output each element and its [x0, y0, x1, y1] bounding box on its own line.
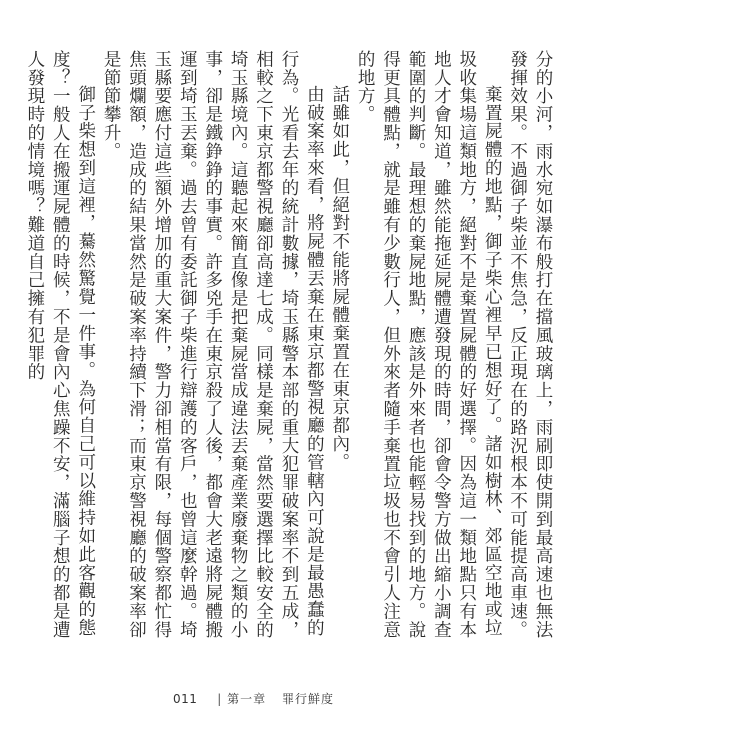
chapter-title: 罪行鮮度: [281, 692, 334, 706]
paragraph-2: 棄置屍體的地點，御子柴心裡早已想好了。諸如樹林、郊區空地或垃圾收集場這類地方，絕對不是棄置屍體的好選擇。因為這一類地點只有本地人才會知道，雖然能拖延屍體遭發現的時間，卻會令警方做出縮小調查範圍的判斷。最理想的棄屍地點，應該是外來者也能輕易找到的地方。說得更具體點，就是雖有少數行人，但外來者隨手棄置垃圾也不會引人注意的地方。: [355, 50, 503, 639]
chapter-label: 第一章: [227, 692, 267, 706]
paragraph-4: 由破案率來看，將屍體丟棄在東京都警視廳的管轄內可說是最愚蠢的行為。光看去年的統計數據，埼玉縣警本部的重大犯罪破案率不到五成，相較之下東京都警視廳卻高達七成。同樣是棄屍，當然要選擇比較安全的埼玉縣境內。這聽起來簡直像是把棄屍當成違法丟棄產業廢棄物之類的小事，卻是鐵錚錚的事實。許多兇手在東京殺了人後，都會大老遠將屍體搬運到埼玉丟棄。過去曾有委託御子柴進行辯護的客戶，也曾這麼幹過。埼玉縣要應付這些額外增加的重大案件，警力卻相當有限，每個警察都忙得焦頭爛額，造成的結果當然是破案率持續下滑；而東京警視廳的破案率卻是節節攀升。: [101, 50, 325, 639]
paragraph-3: 話雖如此，但絕對不能將屍體棄置在東京都內。: [329, 85, 350, 472]
footer-separator: |: [217, 692, 222, 706]
vertical-body-text: [24, 50, 555, 650]
page-number: 011: [173, 692, 198, 706]
page-footer: [173, 690, 334, 707]
paragraph-5: 御子柴想到這裡，驀然驚覺一件事。為何自己可以維持如此客觀的態度？一般人在搬運屍體的時候，不是會內心焦躁不安，滿腦子想的都是遭人發現時的情境嗎？難道自己擁有犯罪的: [24, 50, 96, 639]
paragraph-1: 分的小河，雨水宛如瀑布般打在擋風玻璃上，雨刷即使開到最高速也無法發揮效果。不過御子柴並不焦急，反正現在的路況根本不可能提高車速。: [507, 50, 553, 639]
